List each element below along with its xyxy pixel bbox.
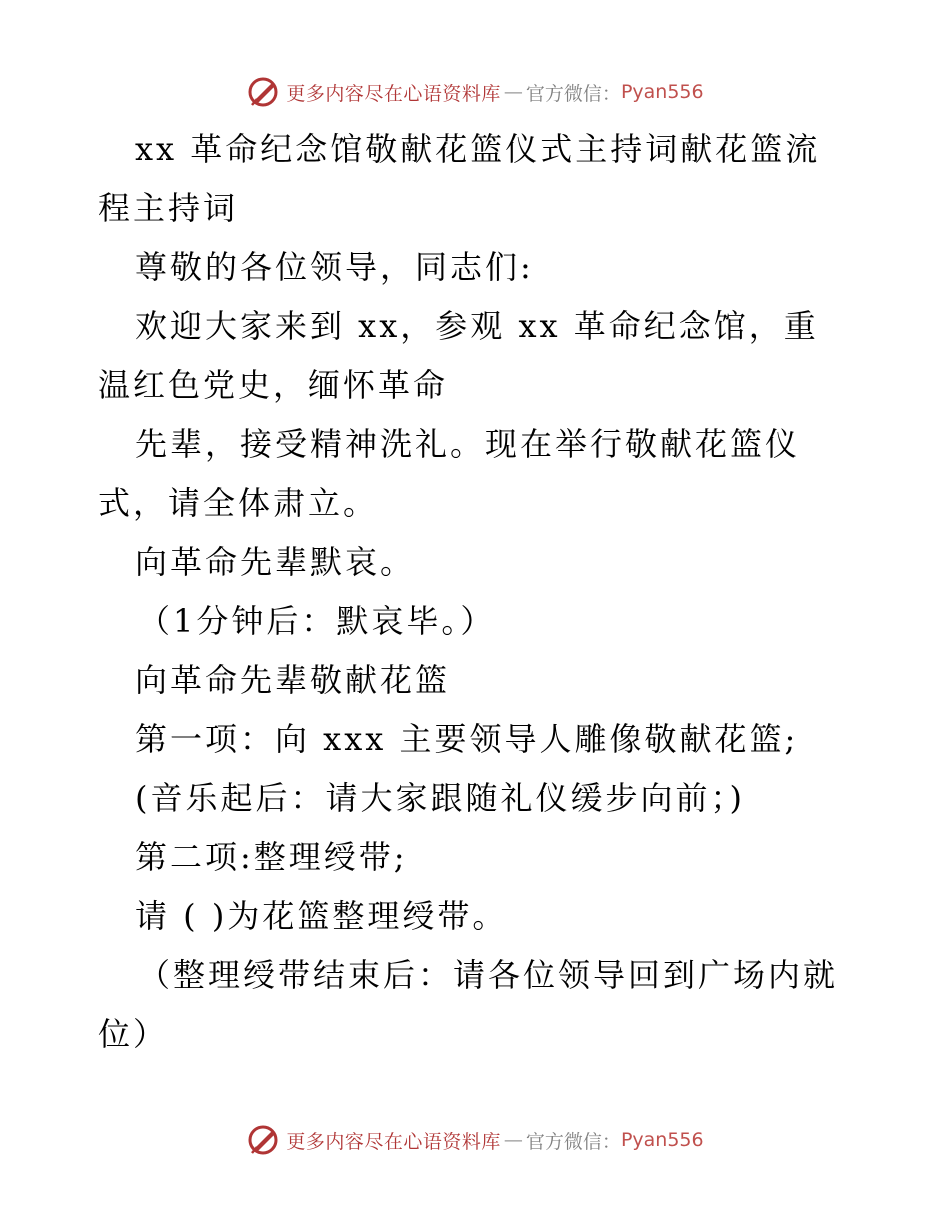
watermark-wechat-id: Pyan556	[620, 1129, 704, 1151]
footer-watermark	[0, 1120, 950, 1160]
header-watermark	[0, 72, 950, 112]
watermark-text: 更多内容尽在心语资料库	[286, 1130, 501, 1153]
quill-logo-icon	[246, 1123, 280, 1157]
watermark-dash: —	[503, 1129, 523, 1151]
paragraph: 尊敬的各位领导，同志们:	[135, 248, 534, 286]
watermark-dash: —	[503, 81, 523, 103]
watermark-label: 官方微信：	[525, 82, 621, 105]
paragraph: 第一项：向 xxx 主要领导人雕像敬献花篮;	[135, 720, 799, 758]
paragraph: 第二项:整理绶带;	[135, 838, 408, 876]
paragraph: （1分钟后：默哀毕。）	[138, 602, 496, 640]
paragraph: (音乐起后：请大家跟随礼仪缓步向前；)	[135, 779, 745, 817]
paragraph: 欢迎大家来到 xx，参观 xx 革命纪念馆，重温红色党史，缅怀革命	[98, 307, 819, 404]
paragraph: 向革命先辈敬献花篮	[135, 661, 451, 699]
paragraph: 请 ( )为花篮整理绶带。	[135, 897, 508, 935]
watermark-text: 更多内容尽在心语资料库	[286, 82, 501, 105]
paragraph: （整理绶带结束后：请各位领导回到广场内就位）	[98, 956, 839, 1053]
paragraph: 向革命先辈默哀。	[135, 543, 416, 581]
paragraph: 先辈，接受精神洗礼。现在举行敬献花篮仪式，请全体肃立。	[98, 425, 801, 522]
watermark-label: 官方微信：	[525, 1130, 621, 1153]
document-body	[98, 120, 838, 1064]
watermark-wechat-id: Pyan556	[620, 81, 704, 103]
document-title: xx 革命纪念馆敬献花篮仪式主持词献花篮流程主持词	[98, 130, 821, 227]
quill-logo-icon	[246, 75, 280, 109]
